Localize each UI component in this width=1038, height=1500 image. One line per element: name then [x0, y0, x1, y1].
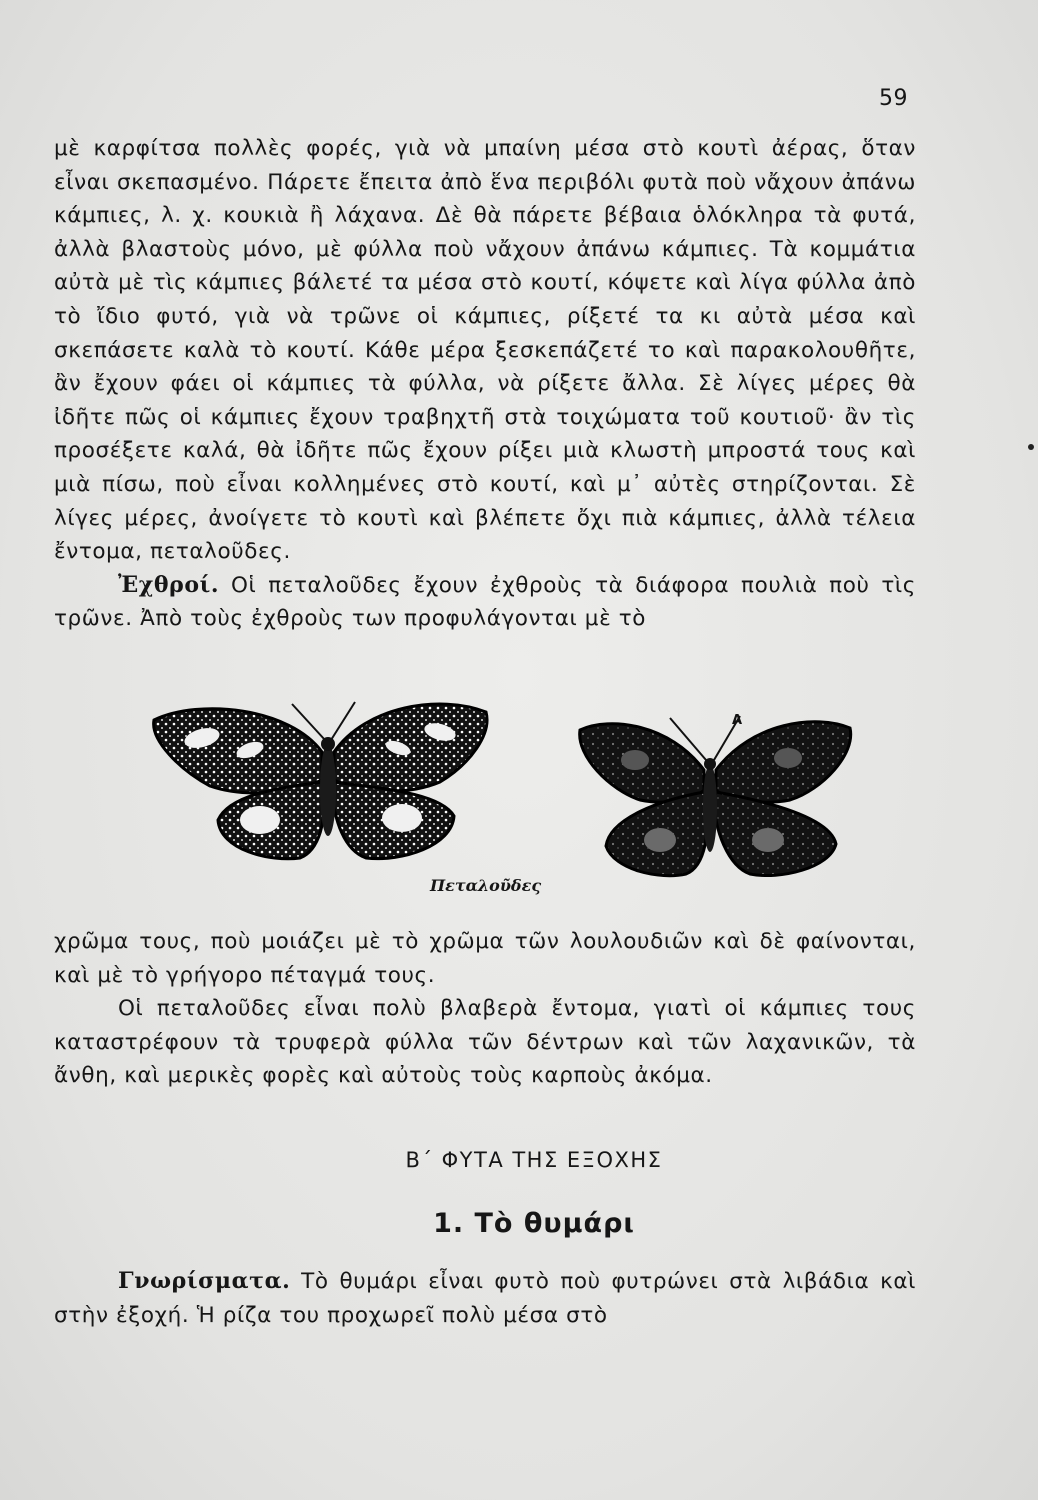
butterfly-right: [580, 713, 851, 876]
body-text-top: [54, 132, 916, 636]
butterfly-left: [154, 702, 487, 859]
paragraph-rearing-caterpillars: μὲ καρφίτσα πολλὲς φορές, γιὰ νὰ μπαίνη μέσα στὸ κουτὶ ἀέρας, ὅταν εἶναι σκεπασμένο. Πάρετε ἔπειτα ἀπὸ ἕνα περιβόλι φυτὰ ποὺ νἄχουν ἀπάνω κάμπιες, λ. χ. κουκιὰ ἢ λάχανα. Δὲ θὰ πάρετε βέβαια ὁλόκληρα τὰ φυτά, ἀλλὰ βλαστοὺς μόνο, μὲ φύλλα ποὺ νἄχουν ἀπάνω κάμπιες. Τὰ κομμάτια αὐτὰ μὲ τὶς κάμπιες βάλετέ τα μέσα στὸ κουτί, κόψετε καὶ λίγα φύλλα ἀπὸ τὸ ἴδιο φυτό, γιὰ νὰ τρῶνε οἱ κάμπιες, ρίξετέ τα κι αὐτὰ μέσα καὶ σκεπάσετε καλὰ τὸ κουτί. Κάθε μέρα ξεσκεπάζετέ το καὶ παρακολουθῆτε, ἂν ἔχουν φάει οἱ κάμπιες τὰ φύλλα, νὰ ρίξετε ἄλλα. Σὲ λίγες μέρες θὰ ἰδῆτε πῶς οἱ κάμπιες ἔχουν τραβηχτῆ στὰ τοιχώματα τοῦ κουτιοῦ· ἂν τὶς προσέξετε καλά, θὰ ἰδῆτε πῶς ἔχουν ρίξει μιὰ κλωστὴ μπροστά τους καὶ μιὰ πίσω, ποὺ εἶναι κολλημένες στὸ κουτί, καὶ μ᾽ αὐτὲς στηρίζονται. Σὲ λίγες μέρες, ἀνοίγετε τὸ κουτὶ καὶ βλέπετε ὄχι πιὰ κάμπιες, ἀλλὰ τέλεια ἔντομα, πεταλοῦδες.: [54, 136, 916, 565]
paragraph-harm: Οἱ πεταλοῦδες εἶναι πολὺ βλαβερὰ ἔντομα, γιατὶ οἱ κάμπιες τους καταστρέφουν τὰ τρυφερὰ φύλλα τῶν δέντρων καὶ τῶν λαχανικῶν, τὰ ἄνθη, καὶ μερικὲς φορὲς καὶ αὐτοὺς τοὺς καρποὺς ἀκόμα.: [54, 996, 916, 1089]
features-text: Τὸ θυμάρι εἶναι φυτὸ ποὺ φυτρώνει στὰ λιβάδια καὶ στὴν ἐξοχή. Ἡ ρίζα του προχωρεῖ πολὺ μέσα στὸ: [54, 1269, 916, 1328]
paragraph-camouflage: χρῶμα τους, ποὺ μοιάζει μὲ τὸ χρῶμα τῶν λουλουδιῶν καὶ δὲ φαίνονται, καὶ μὲ τὸ γρήγορο πέταγμά τους.: [54, 929, 916, 988]
lesson-title: 1. Τὸ θυμάρι: [433, 1208, 635, 1239]
margin-speck: [1028, 444, 1034, 450]
butterflies-illustration: [140, 690, 900, 905]
butterflies-drawing: [140, 690, 900, 890]
paragraph-enemies: [54, 569, 916, 636]
features-heading: Γνωρίσματα.: [118, 1268, 291, 1294]
figure-caption: Πεταλοῦδες: [430, 876, 542, 895]
body-text-middle: [54, 925, 916, 1093]
page-number: 59: [879, 86, 908, 111]
enemies-heading: Ἐχθροί.: [118, 571, 220, 598]
section-heading: Β΄ ΦΥΤΑ ΤΗΣ ΕΞΟΧΗΣ: [405, 1148, 663, 1172]
figure-label: Α: [732, 713, 743, 728]
body-text-bottom: [54, 1265, 916, 1332]
enemies-text: Οἱ πεταλοῦδες ἔχουν ἐχθροὺς τὰ διάφορα πουλιὰ ποὺ τὶς τρῶνε. Ἀπὸ τοὺς ἐχθροὺς των προφυλάγονται μὲ τὸ: [54, 572, 917, 632]
paragraph-features: [54, 1265, 916, 1332]
